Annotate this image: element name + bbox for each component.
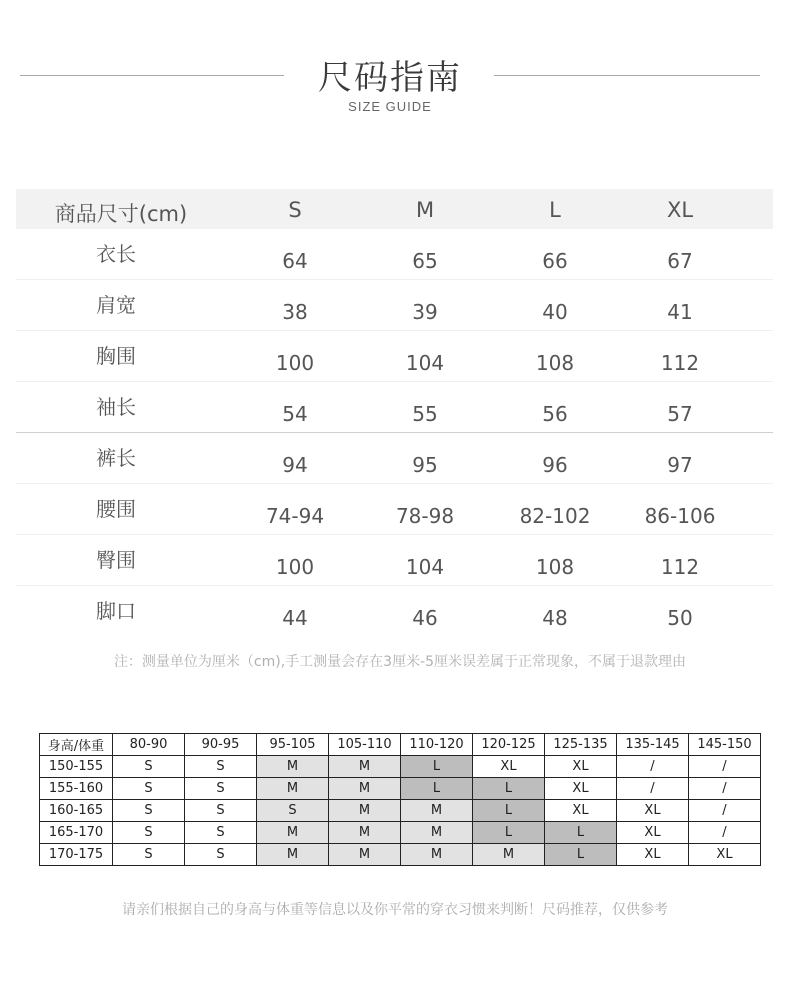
row-value: 100 [275,351,315,375]
size-cell: XL [617,800,689,822]
weight-header: 95-105 [257,734,329,756]
size-cell: L [473,800,545,822]
size-cell: / [689,800,761,822]
size-cell: M [257,822,329,844]
size-cell: M [329,800,401,822]
header-cell-l: L [549,198,561,222]
size-cell: M [329,756,401,778]
row-value: 48 [542,606,568,630]
row-value: 55 [412,402,438,426]
size-cell: M [329,778,401,800]
row-label: 脚口 [96,599,136,623]
header-cell-label: 商品尺寸(cm) [54,202,188,226]
row-value: 39 [412,300,438,324]
size-cell: M [401,822,473,844]
row-value: 94 [282,453,308,477]
size-cell: M [329,844,401,866]
row-value: 54 [282,402,308,426]
row-value: 108 [535,555,575,579]
size-cell: L [473,778,545,800]
row-value: 108 [535,351,575,375]
measurement-note: 注：测量单位为厘米（cm),手工测量会存在3厘米-5厘米误差属于正常现象，不属于退款理由 [113,654,687,670]
size-cell: XL [689,844,761,866]
table-row [40,756,761,778]
size-cell: S [113,800,185,822]
table-row [40,800,761,822]
weight-header: 145-150 [689,734,761,756]
size-cell: S [113,822,185,844]
page-subtitle: SIZE GUIDE [348,99,432,114]
page-title: 尺码指南 [318,58,462,98]
size-cell: L [473,822,545,844]
row-value: 66 [542,249,568,273]
size-recommendation-table [39,733,761,866]
weight-header: 105-110 [329,734,401,756]
row-value: 56 [542,402,568,426]
table-row [16,586,773,636]
row-label: 臀围 [96,548,136,572]
size-cell: XL [545,778,617,800]
table-row [16,280,773,331]
table-row [40,822,761,844]
table-row [16,331,773,382]
size-cell: S [113,778,185,800]
weight-header: 125-135 [545,734,617,756]
row-value: 97 [667,453,693,477]
height-label: 165-170 [40,822,113,844]
row-value: 104 [405,555,445,579]
height-label: 150-155 [40,756,113,778]
table-row [16,484,773,535]
size-cell: M [257,778,329,800]
size-cell: / [689,822,761,844]
row-value: 57 [667,402,693,426]
row-label: 袖长 [96,395,136,419]
rec-header-row [40,734,761,756]
header-cell-xl: XL [666,198,694,222]
size-cell: XL [473,756,545,778]
size-cell: M [401,800,473,822]
row-label: 胸围 [96,344,136,368]
size-cell: M [257,844,329,866]
size-cell: M [257,756,329,778]
row-value: 74-94 [265,504,325,528]
row-value: 64 [282,249,308,273]
row-value: 50 [667,606,693,630]
footer-disclaimer: 请亲们根据自己的身高与体重等信息以及你平常的穿衣习惯来判断！尺码推荐，仅供参考 [122,902,668,918]
row-value: 40 [542,300,568,324]
height-label: 170-175 [40,844,113,866]
weight-header: 110-120 [401,734,473,756]
row-label: 腰围 [96,497,136,521]
size-cell: XL [545,800,617,822]
row-value: 82-102 [519,504,591,528]
size-cell: L [401,756,473,778]
size-cell: L [401,778,473,800]
size-cell: M [473,844,545,866]
size-cell: / [689,756,761,778]
header-cell-m: M [415,198,435,222]
weight-header: 90-95 [185,734,257,756]
row-value: 78-98 [395,504,455,528]
size-cell: S [185,800,257,822]
row-value: 95 [412,453,438,477]
height-label: 160-165 [40,800,113,822]
size-cell: / [617,778,689,800]
size-cell: S [185,822,257,844]
size-cell: M [329,822,401,844]
row-label: 裤长 [96,446,136,470]
size-cell: S [113,844,185,866]
rec-corner-cell: 身高/体重 [40,734,113,756]
row-value: 65 [412,249,438,273]
size-cell: S [185,778,257,800]
weight-header: 80-90 [113,734,185,756]
size-cell: / [689,778,761,800]
size-cell: L [545,844,617,866]
table-row [16,382,773,433]
row-label: 肩宽 [96,293,136,317]
size-cell: S [113,756,185,778]
height-label: 155-160 [40,778,113,800]
row-label: 衣长 [96,242,136,266]
row-value: 44 [282,606,308,630]
size-cell: XL [617,822,689,844]
size-cell: XL [617,844,689,866]
row-value: 112 [660,555,700,579]
table-row [16,433,773,484]
row-value: 46 [412,606,438,630]
size-cell: M [401,844,473,866]
row-value: 41 [667,300,693,324]
size-cell: S [257,800,329,822]
size-cell: L [545,822,617,844]
size-table-header [16,189,773,229]
size-cell: S [185,844,257,866]
table-row [16,229,773,280]
row-value: 96 [542,453,568,477]
row-value: 104 [405,351,445,375]
table-row [40,844,761,866]
table-row [16,535,773,586]
weight-header: 135-145 [617,734,689,756]
row-value: 67 [667,249,693,273]
size-table [16,189,773,636]
weight-header: 120-125 [473,734,545,756]
row-value: 38 [282,300,308,324]
table-row [40,778,761,800]
row-value: 86-106 [644,504,716,528]
header-cell-s: S [288,198,302,222]
size-cell: S [185,756,257,778]
size-cell: XL [545,756,617,778]
row-value: 100 [275,555,315,579]
size-cell: / [617,756,689,778]
row-value: 112 [660,351,700,375]
